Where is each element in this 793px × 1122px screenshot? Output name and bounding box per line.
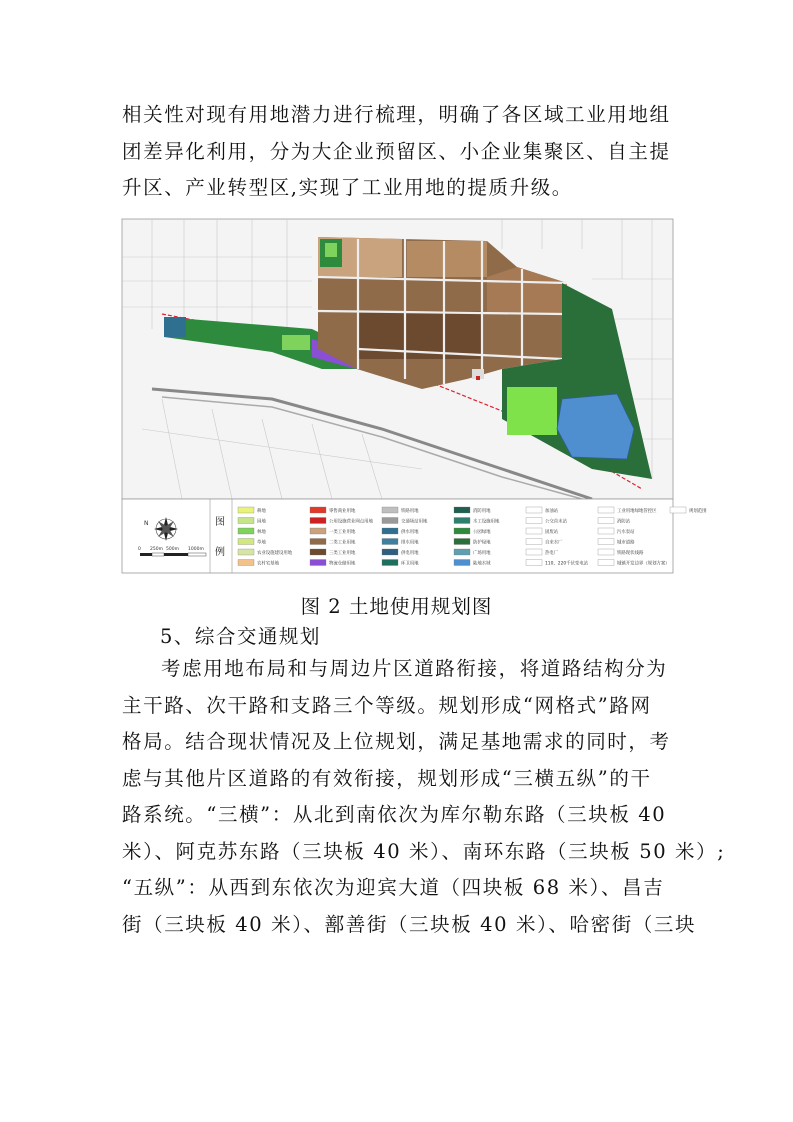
legend-swatch xyxy=(598,539,614,545)
legend-label: 城市道路 xyxy=(617,540,635,546)
legend-swatch xyxy=(382,528,398,534)
legend-label: 城镇开发边界（规划方案） xyxy=(617,561,670,567)
paragraph-line: 虑与其他片区道路的有效衔接，规划形成“三横五纵”的干 xyxy=(122,766,652,790)
legend-swatch xyxy=(670,507,686,513)
legend-label: 污水泵站 xyxy=(617,530,635,535)
paragraph-line: 路系统。“三横”：从北到南依次为库尔勒东路（三块板 40 xyxy=(122,803,667,826)
legend-swatch xyxy=(598,549,614,555)
legend-label: 公园绿地 xyxy=(473,530,491,535)
legend-label: 广场用地 xyxy=(473,551,491,556)
paragraph-line: 相关性对现有用地潜力进行梳理，明确了各区域工业用地组 xyxy=(122,103,671,126)
legend-label: 农业设施建设用地 xyxy=(257,551,293,556)
legend-swatch xyxy=(598,560,614,566)
scale-label: 1000m xyxy=(188,547,204,552)
legend-swatch xyxy=(310,539,326,545)
legend-swatch xyxy=(382,560,398,566)
legend-swatch xyxy=(454,539,470,545)
paragraph-line: 升区、产业转型区,实现了工业用地的提质升级。 xyxy=(122,176,573,199)
legend-label: 供电用地 xyxy=(401,551,419,556)
legend-swatch xyxy=(526,539,542,545)
paragraph-line: “五纵”：从西到东依次为迎宾大道（四块板 68 米）、昌吉 xyxy=(122,876,665,899)
legend-swatch xyxy=(310,507,326,513)
park-green-block xyxy=(507,387,557,435)
commercial-block xyxy=(476,376,480,380)
legend-swatch xyxy=(454,507,470,513)
intro-paragraph xyxy=(122,97,682,207)
legend-swatch xyxy=(382,539,398,545)
legend-label: 公交首末站 xyxy=(545,519,567,525)
legend-label: 林地 xyxy=(257,530,266,535)
scale-label: 250m xyxy=(150,547,163,552)
legend-swatch xyxy=(382,507,398,513)
legend-swatch xyxy=(238,528,254,534)
legend-label: 环卫用地 xyxy=(401,561,419,567)
forest-block xyxy=(282,335,310,350)
legend-label: 消防用地 xyxy=(473,509,491,514)
legend-swatch xyxy=(382,518,398,524)
legend-swatch xyxy=(238,507,254,513)
legend-label: 工业用地绿地管控区 xyxy=(617,509,657,514)
forest-block xyxy=(325,243,337,257)
paragraph-line: 米）、阿克苏东路（三块板 40 米）、南环东路（三块板 50 米）; xyxy=(122,839,726,863)
legend-swatch xyxy=(526,518,542,524)
legend-label: 公用设施营业网点用地 xyxy=(329,519,373,525)
legend-label: 零售商业用地 xyxy=(329,509,356,514)
legend-label: 三类工业用地 xyxy=(329,551,356,556)
legend-title-2: 例 xyxy=(215,547,225,558)
figure-caption: 图 2 土地使用规划图 xyxy=(300,595,493,618)
legend-label: 排水用地 xyxy=(401,540,419,546)
scale-label: 500m xyxy=(166,547,179,552)
legend-swatch xyxy=(526,507,542,513)
legend-swatch xyxy=(454,560,470,566)
paragraph-line: 团差异化利用，分为大企业预留区、小企业集聚区、自主提 xyxy=(122,139,671,163)
legend-swatch xyxy=(382,549,398,555)
legend-swatch xyxy=(526,560,542,566)
legend-swatch xyxy=(598,528,614,534)
svg-text:N: N xyxy=(144,520,149,527)
transport-paragraph xyxy=(122,651,726,943)
legend-swatch xyxy=(238,518,254,524)
legend-swatch xyxy=(598,518,614,524)
paragraph-line: 考虑用地布局和与周边片区道路衔接，将道路结构分为 xyxy=(161,657,668,680)
legend-swatch xyxy=(454,528,470,534)
legend-label: 草地 xyxy=(257,540,266,546)
legend-label: 陆地水域 xyxy=(473,561,491,567)
legend-label: 供水用地 xyxy=(401,530,419,535)
legend-swatch xyxy=(238,549,254,555)
legend-label: 110、220千伏变电站 xyxy=(545,561,589,567)
legend-swatch xyxy=(454,549,470,555)
legend-label: 耕地 xyxy=(257,509,266,514)
legend-label: 一类工业用地 xyxy=(329,530,356,535)
legend-swatch xyxy=(310,528,326,534)
legend-label: 铁路用地 xyxy=(401,509,419,514)
legend-label: 防护绿地 xyxy=(473,540,491,546)
land-use-plan-map xyxy=(122,219,707,573)
legend-label: 铁路现状线路 xyxy=(617,551,644,556)
legend-label: 加油站 xyxy=(545,509,559,514)
legend-title-1: 图 xyxy=(215,517,225,528)
legend-swatch xyxy=(310,518,326,524)
legend-swatch xyxy=(454,518,470,524)
legend-swatch xyxy=(598,507,614,513)
legend-label: 园地 xyxy=(257,519,266,525)
legend-label: 农村宅基地 xyxy=(257,561,279,567)
paragraph-line: 主干路、次干路和支路三个等级。规划形成“网格式”路网 xyxy=(122,693,652,717)
legend-label: 消防站 xyxy=(617,519,631,525)
section-heading: 5、综合交通规划 xyxy=(160,625,321,648)
legend-swatch xyxy=(526,549,542,555)
paragraph-line: 街（三块板 40 米）、鄯善街（三块板 40 米）、哈密街（三块 xyxy=(122,912,697,936)
legend-label: 交通场站用地 xyxy=(401,519,428,525)
scale-label: 0 xyxy=(138,547,141,552)
legend-swatch xyxy=(310,560,326,566)
legend-label: 二类工业用地 xyxy=(329,540,356,546)
paragraph-line: 格局。结合现状情况及上位规划，满足基地需求的同时，考 xyxy=(122,730,671,753)
legend-label: 物流仓储用地 xyxy=(329,561,356,567)
legend-swatch xyxy=(310,549,326,555)
legend-label: 水工设施用地 xyxy=(473,519,500,525)
legend-swatch xyxy=(238,539,254,545)
legend-swatch xyxy=(238,560,254,566)
water-facility-block xyxy=(164,317,186,337)
industrial-type1-block xyxy=(407,241,487,277)
legend-swatch xyxy=(526,528,542,534)
legend-label: 自来水厂 xyxy=(545,540,563,546)
legend-label: 固废站 xyxy=(545,530,559,535)
legend-label: 热电厂 xyxy=(545,551,559,556)
legend-label: 规划范围 xyxy=(689,509,707,514)
